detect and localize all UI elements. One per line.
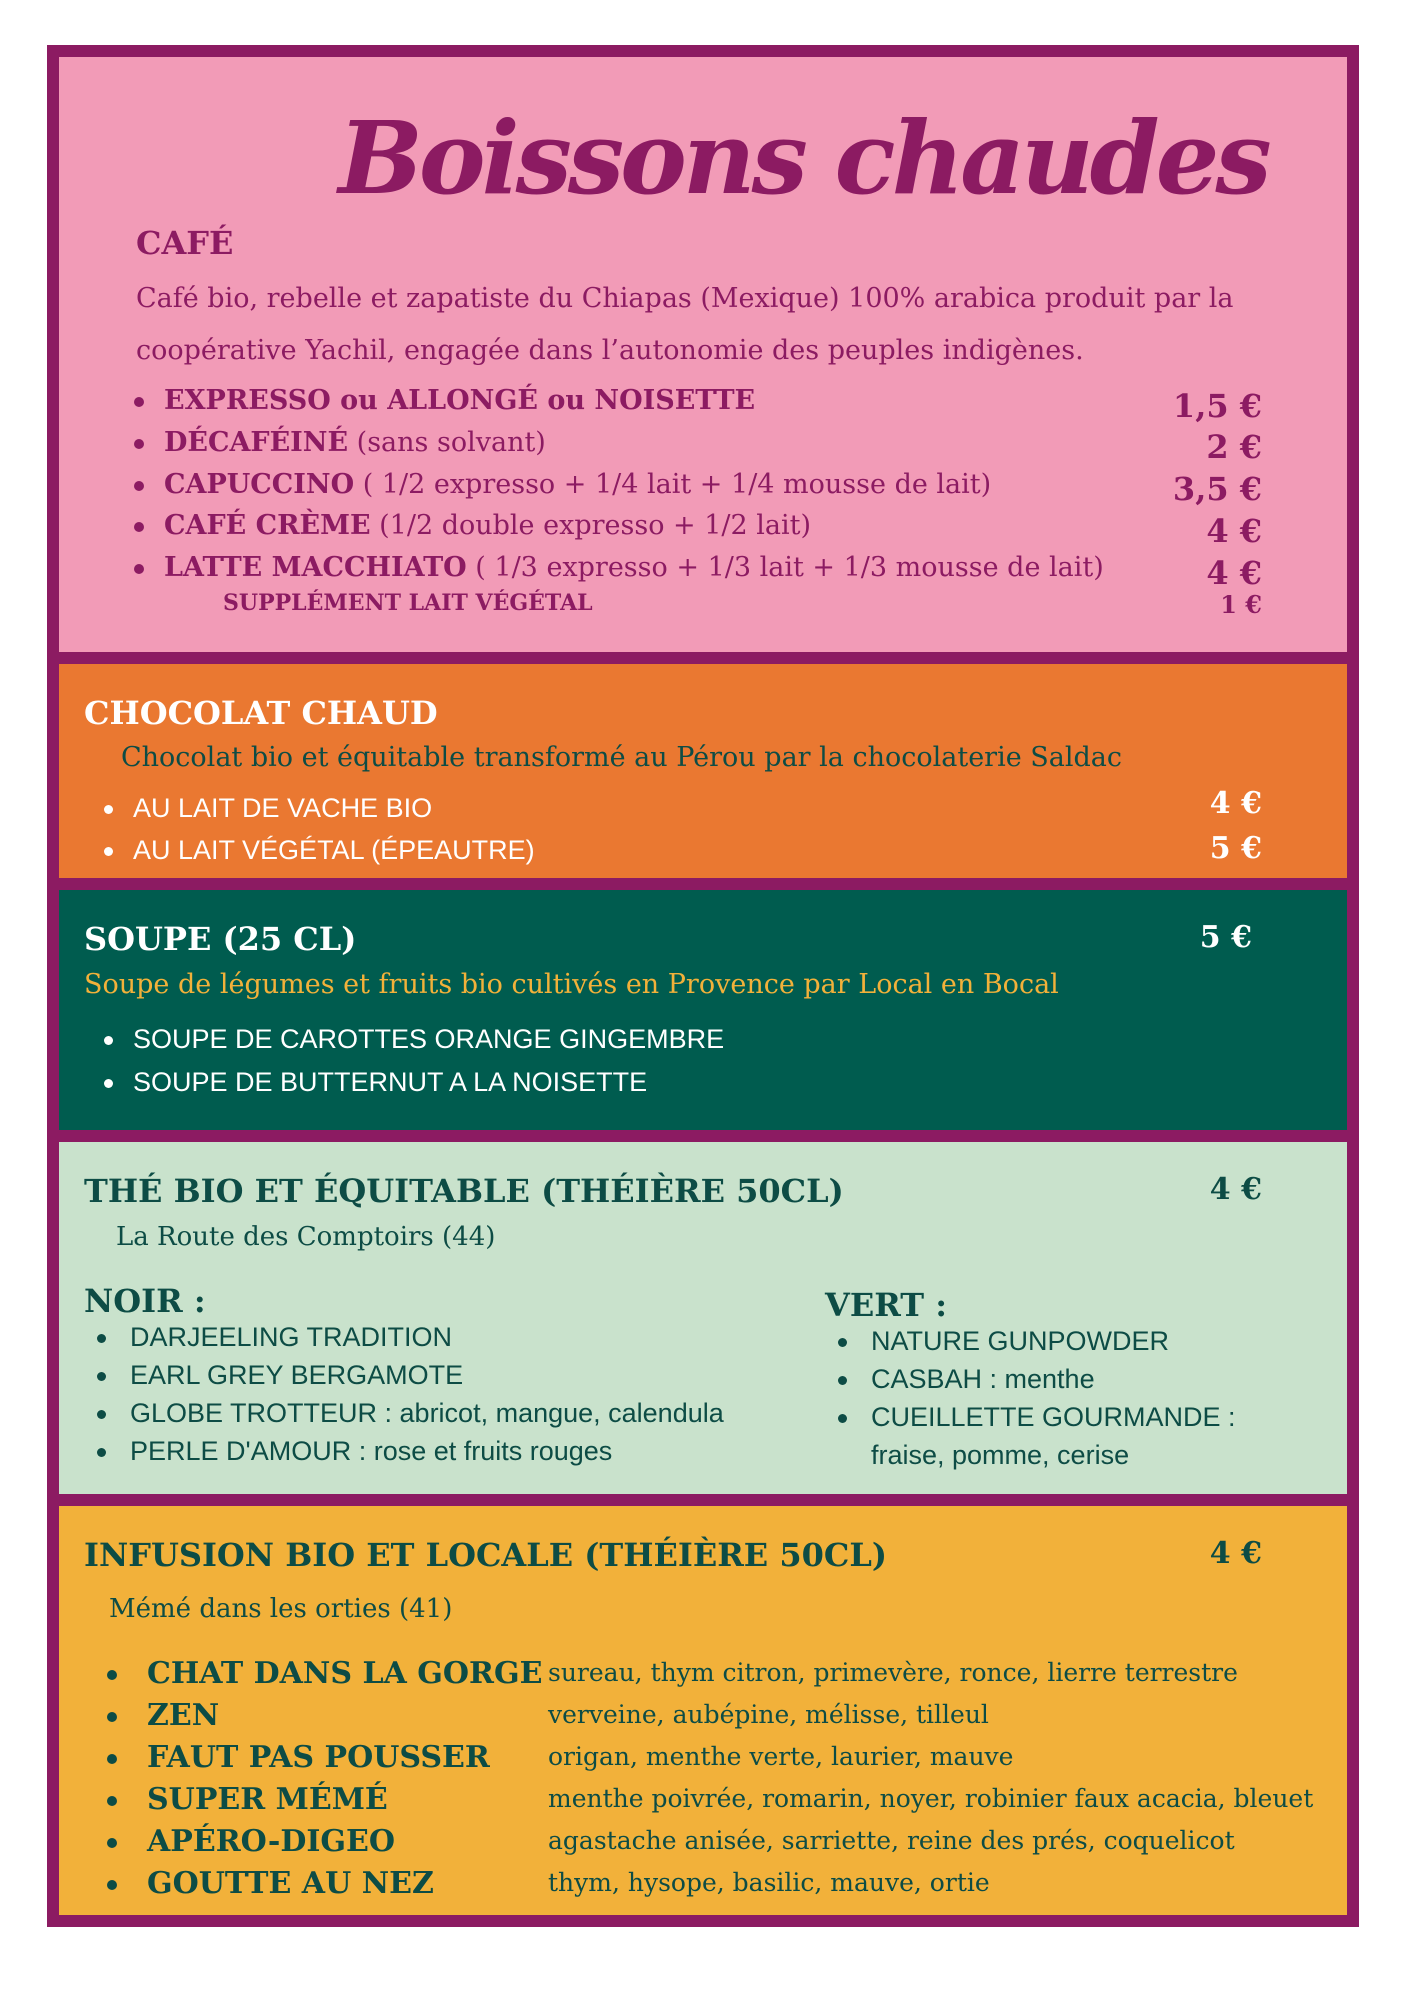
cafe-item: [134, 465, 991, 505]
infusion-item-name: ZEN: [147, 1698, 220, 1733]
noir-item-name: EARL GREY BERGAMOTE: [130, 1360, 464, 1390]
bullet-icon: [104, 1079, 113, 1088]
bullet-icon: [838, 1338, 847, 1347]
chocolat-item-price: 4 €: [1209, 786, 1262, 821]
infusion-price: 4 €: [1209, 1536, 1262, 1571]
infusion-item-name: APÉRO-DIGEO: [147, 1824, 395, 1859]
chocolat-item: [104, 793, 432, 824]
cafe-item-detail: (1/2 double expresso + 1/2 lait): [370, 510, 812, 541]
cafe-item: [134, 381, 755, 421]
cafe-item-name: CAFÉ CRÈME: [164, 510, 371, 541]
page-title: Boissons chaudes: [338, 99, 1268, 217]
infusion-heading: INFUSION BIO ET LOCALE (THÉIÈRE 50CL): [84, 1536, 887, 1574]
the-section: [47, 1130, 1359, 1506]
infusion-item-ingredients: sureau, thym citron, primevère, ronce, lierre terrestre: [548, 1658, 1238, 1687]
cafe-item-name: DÉCAFÉINÉ: [164, 427, 349, 458]
soupe-heading: SOUPE (25 CL): [84, 920, 357, 958]
cafe-item-price: 2 €: [1206, 428, 1262, 466]
cafe-item-price: 4 €: [1206, 554, 1262, 592]
vert-item-continuation: fraise, pomme, cerise: [871, 1440, 1130, 1470]
cafe-item: [134, 506, 811, 546]
cafe-description: Café bio, rebelle et zapatiste du Chiapas (Mexique) 100% arabica produit par la coopérative Yachil, engagée dans l’autonomie des peuples indigènes.: [136, 283, 1234, 366]
bullet-icon: [838, 1376, 847, 1385]
infusion-item-ingredients: origan, menthe verte, laurier, mauve: [548, 1742, 1014, 1771]
soupe-item-name: SOUPE DE BUTTERNUT A LA NOISETTE: [133, 1067, 648, 1097]
vert-item-name: CASBAH : menthe: [871, 1364, 1095, 1394]
bullet-icon: [107, 1712, 117, 1722]
bullet-icon: [134, 439, 144, 449]
soupe-section: [47, 878, 1359, 1142]
infusion-item: [107, 1740, 490, 1775]
infusion-item: [107, 1782, 388, 1817]
bullet-icon: [134, 397, 144, 407]
noir-item: [97, 1360, 463, 1391]
bullet-icon: [134, 481, 144, 491]
bullet-icon: [838, 1414, 847, 1423]
cafe-item-price: 1,5 €: [1172, 387, 1262, 425]
infusion-description: Mémé dans les orties (41): [109, 1594, 453, 1624]
bullet-icon: [97, 1334, 106, 1343]
noir-item-name: PERLE D'AMOUR : rose et fruits rouges: [130, 1436, 613, 1466]
infusion-item: [107, 1866, 434, 1901]
bullet-icon: [104, 1036, 113, 1045]
vert-item-name: NATURE GUNPOWDER: [871, 1326, 1170, 1356]
infusion-item-ingredients: menthe poivrée, romarin, noyer, robinier faux acacia, bleuet: [548, 1784, 1314, 1813]
cafe-item-price: 4 €: [1206, 512, 1262, 550]
bullet-icon: [104, 805, 113, 814]
noir-heading: NOIR :: [84, 1282, 206, 1320]
chocolat-item: [104, 835, 535, 866]
cafe-item-detail: (sans solvant): [348, 427, 546, 458]
bullet-icon: [104, 847, 113, 856]
infusion-item-ingredients: verveine, aubépine, mélisse, tilleul: [548, 1700, 989, 1729]
cafe-item-name: CAPUCCINO: [164, 469, 355, 500]
infusion-item-name: FAUT PAS POUSSER: [147, 1740, 490, 1775]
cafe-heading: CAFÉ: [136, 224, 234, 262]
vert-item-name: CUEILLETTE GOURMANDE :: [871, 1402, 1236, 1432]
cafe-section: [47, 45, 1359, 664]
bullet-icon: [97, 1448, 106, 1457]
infusion-item: [107, 1824, 395, 1859]
cafe-item-detail: ( 1/2 expresso + 1/4 lait + 1/4 mousse de lait): [354, 469, 992, 500]
soupe-item: [104, 1067, 647, 1098]
infusion-item-name: SUPER MÉMÉ: [147, 1782, 388, 1817]
soupe-item: [104, 1024, 724, 1055]
bullet-icon: [97, 1372, 106, 1381]
chocolat-item-name: AU LAIT DE VACHE BIO: [133, 793, 433, 823]
cafe-item: [134, 548, 1104, 588]
vert-heading: VERT :: [825, 1286, 948, 1324]
infusion-item-ingredients: agastache anisée, sarriette, reine des prés, coquelicot: [548, 1826, 1235, 1855]
infusion-item-name: GOUTTE AU NEZ: [147, 1866, 434, 1901]
cafe-item: [134, 423, 546, 463]
bullet-icon: [107, 1796, 117, 1806]
cafe-item-price: 3,5 €: [1172, 470, 1262, 508]
supplement-price: 1 €: [1220, 590, 1262, 619]
bullet-icon: [134, 564, 144, 574]
chocolat-heading: CHOCOLAT CHAUD: [84, 694, 438, 732]
bullet-icon: [107, 1754, 117, 1764]
cafe-item-name: EXPRESSO ou ALLONGÉ ou NOISETTE: [164, 385, 756, 416]
the-heading: THÉ BIO ET ÉQUITABLE (THÉIÈRE 50CL): [84, 1172, 844, 1210]
noir-item: [97, 1398, 724, 1429]
infusion-item-ingredients: thym, hysope, basilic, mauve, ortie: [548, 1868, 990, 1897]
bullet-icon: [134, 522, 144, 532]
infusion-item: [107, 1656, 542, 1691]
chocolat-description: Chocolat bio et équitable transformé au Pérou par la chocolaterie Saldac: [121, 742, 1123, 773]
infusion-item-name: CHAT DANS LA GORGE: [147, 1656, 543, 1691]
vert-item: [838, 1326, 1169, 1357]
chocolat-section: [47, 652, 1359, 890]
supplement-label: SUPPLÉMENT LAIT VÉGÉTAL: [223, 590, 593, 616]
the-price: 4 €: [1209, 1172, 1262, 1207]
vert-item: [838, 1402, 1236, 1433]
infusion-section: [47, 1494, 1359, 1927]
bullet-icon: [97, 1410, 106, 1419]
noir-item-name: DARJEELING TRADITION: [130, 1322, 453, 1352]
chocolat-item-name: AU LAIT VÉGÉTAL (ÉPEAUTRE): [133, 835, 535, 865]
soupe-description: Soupe de légumes et fruits bio cultivés en Provence par Local en Bocal: [84, 969, 1059, 1000]
bullet-icon: [107, 1670, 117, 1680]
cafe-item-name: LATTE MACCHIATO: [164, 552, 467, 583]
bullet-icon: [107, 1880, 117, 1890]
bullet-icon: [107, 1838, 117, 1848]
noir-item-name: GLOBE TROTTEUR : abricot, mangue, calendula: [130, 1398, 724, 1428]
the-description: La Route des Comptoirs (44): [116, 1222, 496, 1252]
noir-item: [97, 1436, 612, 1467]
soupe-price: 5 €: [1199, 920, 1252, 955]
vert-item: [838, 1364, 1095, 1395]
chocolat-item-price: 5 €: [1209, 831, 1262, 866]
soupe-item-name: SOUPE DE CAROTTES ORANGE GINGEMBRE: [133, 1024, 725, 1054]
noir-item: [97, 1322, 452, 1353]
infusion-item: [107, 1698, 219, 1733]
cafe-item-detail: ( 1/3 expresso + 1/3 lait + 1/3 mousse de lait): [466, 552, 1104, 583]
